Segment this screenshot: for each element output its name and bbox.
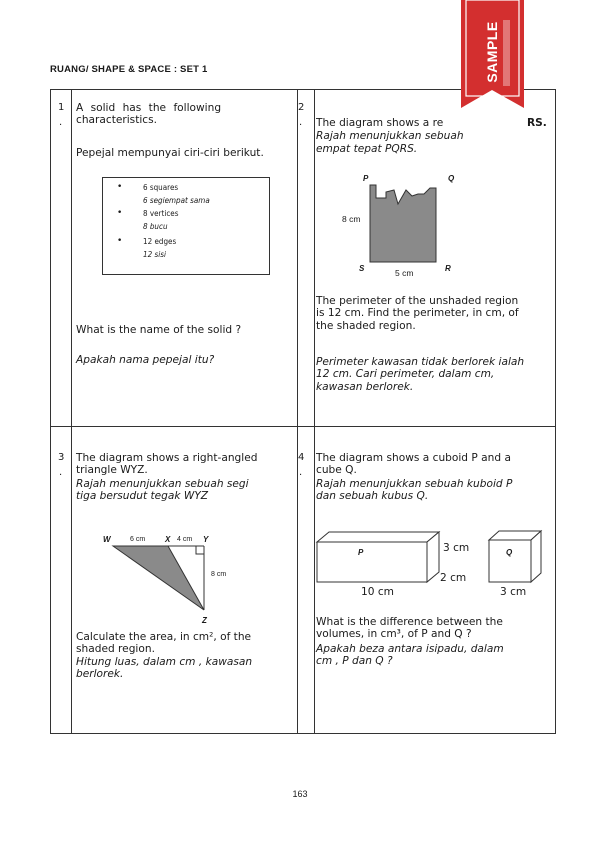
cuboid-length-label: 10 cm (361, 586, 394, 598)
text-line: Apakah beza antara isipadu, dalam (316, 643, 504, 655)
text-line: shaded region. (76, 643, 155, 656)
bullet: • (117, 182, 123, 192)
q4-question-ms (316, 643, 504, 668)
q2-question-ms (316, 356, 524, 393)
property-en: 8 vertices (143, 209, 179, 218)
vertex-label-z: Z (202, 616, 207, 625)
q2-intro-en-tail: RS. (527, 117, 547, 129)
text-line: The diagram shows a cuboid P and a (316, 452, 511, 464)
q2-question-en (316, 295, 519, 332)
cube-label-q: Q (506, 548, 513, 557)
vertex-label-q: Q (448, 174, 455, 183)
width-label: 5 cm (395, 268, 414, 278)
page-number: 163 (292, 789, 308, 799)
q3-question-en (76, 631, 251, 656)
text-line: volumes, in cm³, of P and Q ? (316, 628, 472, 641)
text-line: cube Q. (316, 464, 357, 477)
property-ms: 6 segiempat sama (143, 196, 210, 205)
q3-intro-en (76, 452, 257, 477)
q2-intro-en: The diagram shows a re (316, 117, 444, 129)
text-line: Rajah menunjukkan sebuah kuboid P (316, 478, 513, 490)
text-line: tiga bersudut tegak WYZ (76, 490, 209, 503)
text-line: is 12 cm. Find the perimeter, in cm, of (316, 307, 519, 320)
ribbon-small-box (503, 20, 510, 86)
q2-intro-ms: Rajah menunjukkan sebuah (316, 130, 464, 142)
text-line: Calculate the area, in cm², of the (76, 631, 252, 643)
text-line: cm , P dan Q ? (316, 655, 393, 668)
cube-side-label: 3 cm (500, 586, 527, 598)
vertex-label-r: R (445, 264, 451, 273)
text-line: kawasan berlorek. (316, 380, 414, 393)
text-line: Hitung luas, dalam cm , kawasan (76, 656, 253, 668)
text-line: triangle WYZ. (76, 464, 148, 477)
q1-question-en: What is the name of the solid ? (76, 324, 242, 336)
vertex-label-w: W (103, 535, 111, 544)
question-number: 3 (58, 452, 65, 463)
text-line: Perimeter kawasan tidak berlorek ialah (316, 356, 525, 368)
question-dot: . (59, 117, 63, 128)
length-label-xy: 4 cm (177, 536, 193, 543)
cuboid-front-face (317, 542, 427, 582)
properties-box (102, 177, 270, 275)
q1-intro-ms: Pepejal mempunyai ciri-ciri berikut. (76, 147, 264, 159)
text-line: The diagram shows a right-angled (76, 452, 258, 464)
shaded-region (370, 185, 436, 262)
text-line: Rajah menunjukkan sebuah segi (76, 478, 249, 490)
question-dot: . (299, 117, 303, 128)
text-line: dan sebuah kubus Q. (316, 490, 429, 503)
bullet: • (117, 236, 123, 246)
cube-q-diagram (487, 528, 547, 586)
q2-intro-ms: empat tepat PQRS. (316, 143, 418, 155)
q1-question-ms: Apakah nama pepejal itu? (76, 354, 215, 366)
height-label: 8 cm (342, 214, 361, 224)
length-label-wx: 6 cm (130, 536, 146, 543)
cuboid-label-p: P (358, 548, 364, 557)
triangle-wyz-diagram (108, 538, 218, 618)
question-number: 4 (298, 452, 305, 463)
cuboid-depth-label: 2 cm (440, 572, 467, 584)
question-dot: . (59, 467, 63, 478)
page-title: RUANG/ SHAPE & SPACE : SET 1 (50, 64, 208, 75)
table-divider (314, 90, 315, 733)
q4-intro-ms (316, 478, 512, 503)
text-line: the shaded region. (316, 319, 416, 332)
table-divider (71, 90, 72, 733)
table-divider (51, 426, 555, 427)
cuboid-height-label: 3 cm (443, 542, 470, 554)
right-angle-marker (196, 546, 204, 554)
rectangle-pqrs-diagram (360, 180, 450, 270)
text-line: The perimeter of the unshaded region (316, 295, 519, 307)
property-ms: 8 bucu (143, 222, 168, 231)
question-number: 2 (298, 102, 305, 113)
sample-watermark-text: SAMPLE (484, 21, 500, 83)
vertex-label-y: Y (203, 535, 209, 544)
property-en: 6 squares (143, 183, 179, 192)
length-label-yz: 8 cm (211, 571, 227, 578)
q3-intro-ms (76, 478, 249, 503)
cuboid-top-face (317, 532, 439, 542)
property-en: 12 edges (143, 237, 177, 246)
table-divider (297, 90, 298, 733)
question-dot: . (299, 467, 303, 478)
property-ms: 12 sisi (143, 250, 166, 259)
bullet: • (117, 208, 123, 218)
cuboid-p-diagram (315, 528, 445, 586)
q1-intro-en-line: A solid has the following (76, 102, 222, 114)
text-line: What is the difference between the (316, 616, 503, 628)
vertex-label-s: S (359, 264, 365, 273)
q1-intro-en (76, 102, 286, 127)
q3-question-ms (76, 656, 252, 681)
shaded-triangle (113, 546, 204, 610)
q4-intro-en (316, 452, 511, 477)
text-line: 12 cm. Cari perimeter, dalam cm, (316, 368, 495, 381)
q4-question-en (316, 616, 503, 641)
cube-side-face (531, 531, 541, 582)
question-number: 1 (58, 102, 65, 113)
cube-front-face (489, 540, 531, 582)
text-line: berlorek. (76, 668, 124, 681)
q1-intro-en-line: characteristics. (76, 114, 157, 127)
vertex-label-p: P (363, 174, 369, 183)
vertex-label-x: X (165, 535, 171, 544)
